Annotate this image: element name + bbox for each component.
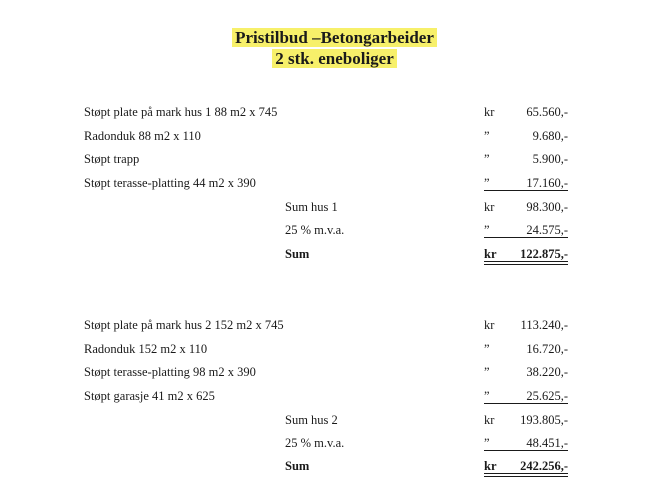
vat-label: 25 % m.v.a. bbox=[285, 223, 345, 237]
title-line-2: 2 stk. eneboliger bbox=[272, 49, 397, 68]
item-description: Radonduk 88 m2 x 110 bbox=[84, 129, 201, 143]
item-unit: ” bbox=[484, 152, 490, 166]
subtotal-amount: 193.805,- bbox=[520, 413, 568, 427]
underline bbox=[484, 450, 568, 451]
vat-amount: 48.451,- bbox=[526, 436, 568, 450]
total-amount: 242.256,- bbox=[520, 459, 568, 473]
item-unit: ” bbox=[484, 176, 490, 190]
total-row bbox=[0, 457, 669, 475]
subtotal-unit: kr bbox=[484, 413, 495, 427]
item-unit: kr bbox=[484, 105, 495, 119]
item-unit: ” bbox=[484, 365, 490, 379]
total-row bbox=[0, 245, 669, 263]
line-item bbox=[0, 150, 669, 168]
item-unit: kr bbox=[484, 318, 495, 332]
underline bbox=[484, 190, 568, 191]
vat-amount: 24.575,- bbox=[526, 223, 568, 237]
item-amount: 113.240,- bbox=[520, 318, 568, 332]
subtotal-row bbox=[0, 411, 669, 429]
item-amount: 38.220,- bbox=[526, 365, 568, 379]
vat-row bbox=[0, 221, 669, 239]
line-item bbox=[0, 340, 669, 358]
document-title bbox=[0, 28, 669, 48]
item-amount: 25.625,- bbox=[526, 389, 568, 403]
item-description: Støpt plate på mark hus 2 152 m2 x 745 bbox=[84, 318, 284, 332]
item-description: Støpt garasje 41 m2 x 625 bbox=[84, 389, 215, 403]
total-amount: 122.875,- bbox=[520, 247, 568, 261]
total-unit: kr bbox=[484, 247, 497, 261]
item-unit: ” bbox=[484, 342, 490, 356]
total-unit: kr bbox=[484, 459, 497, 473]
item-unit: ” bbox=[484, 129, 490, 143]
total-label: Sum bbox=[285, 247, 310, 261]
line-item bbox=[0, 127, 669, 145]
item-description: Støpt terasse-platting 98 m2 x 390 bbox=[84, 365, 256, 379]
total-label: Sum bbox=[285, 459, 310, 473]
item-amount: 17.160,- bbox=[526, 176, 568, 190]
item-description: Støpt terasse-platting 44 m2 x 390 bbox=[84, 176, 256, 190]
subtotal-label: Sum hus 1 bbox=[285, 200, 338, 214]
subtotal-label: Sum hus 2 bbox=[285, 413, 338, 427]
vat-unit: ” bbox=[484, 436, 490, 450]
item-amount: 5.900,- bbox=[532, 152, 568, 166]
document-subtitle bbox=[0, 49, 669, 69]
subtotal-row bbox=[0, 198, 669, 216]
item-amount: 9.680,- bbox=[532, 129, 568, 143]
underline bbox=[484, 237, 568, 238]
double-underline bbox=[484, 473, 568, 477]
item-description: Støpt plate på mark hus 1 88 m2 x 745 bbox=[84, 105, 278, 119]
line-item bbox=[0, 174, 669, 192]
item-amount: 16.720,- bbox=[526, 342, 568, 356]
line-item bbox=[0, 387, 669, 405]
double-underline bbox=[484, 261, 568, 265]
title-line-1: Pristilbud –Betongarbeider bbox=[232, 28, 437, 47]
line-item bbox=[0, 103, 669, 121]
item-description: Radonduk 152 m2 x 110 bbox=[84, 342, 208, 356]
vat-label: 25 % m.v.a. bbox=[285, 436, 345, 450]
item-unit: ” bbox=[484, 389, 490, 403]
line-item bbox=[0, 363, 669, 381]
vat-unit: ” bbox=[484, 223, 490, 237]
line-item bbox=[0, 316, 669, 334]
underline bbox=[484, 403, 568, 404]
item-amount: 65.560,- bbox=[526, 105, 568, 119]
subtotal-unit: kr bbox=[484, 200, 495, 214]
subtotal-amount: 98.300,- bbox=[526, 200, 568, 214]
item-description: Støpt trapp bbox=[84, 152, 140, 166]
vat-row bbox=[0, 434, 669, 452]
